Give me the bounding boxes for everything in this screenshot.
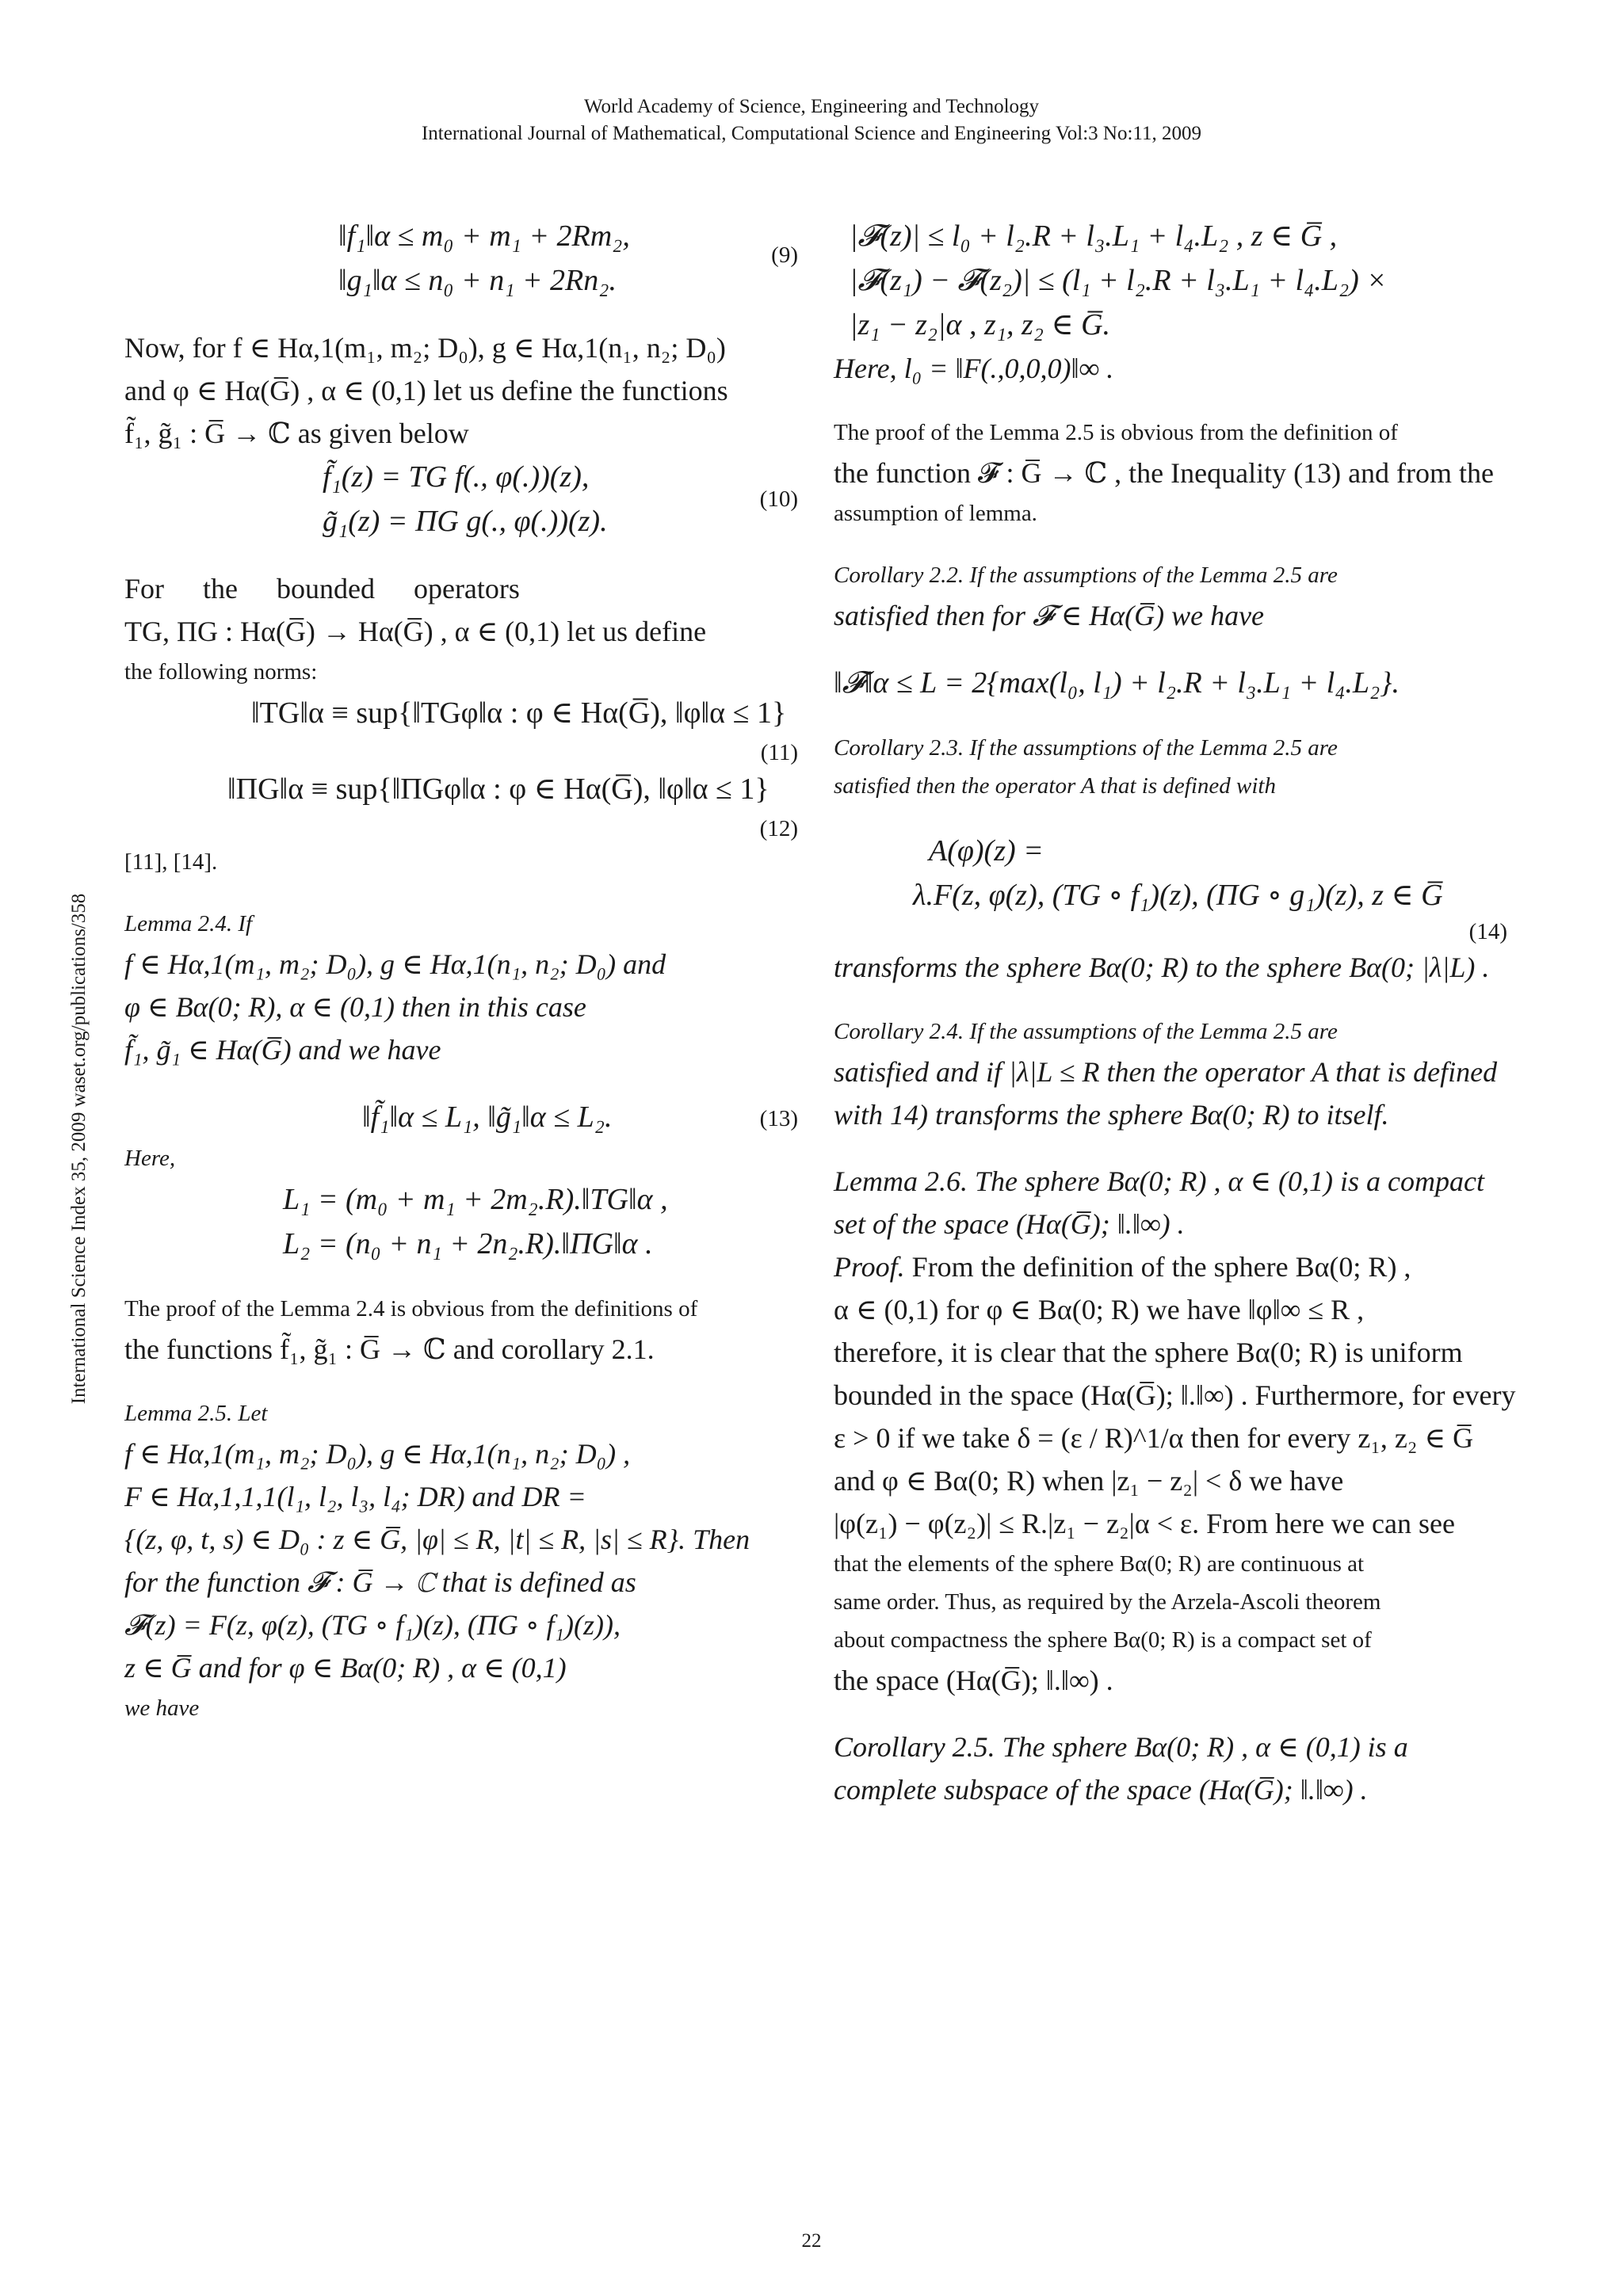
text-line: z ∈ G̅ and for φ ∈ Bα(0; R) , α ∈ (0,1) (124, 1652, 567, 1684)
text-line: complete subspace of the space (Hα(G̅); ‖.‖∞) . (834, 1774, 1368, 1806)
lemma-2-4-heading: Lemma 2.4. If (124, 911, 253, 936)
text-line: satisfied then for 𝓕 ∈ Hα(G̅) we have (834, 600, 1265, 631)
text-line: The proof of the Lemma 2.4 is obvious from the definitions of (124, 1296, 698, 1322)
text-line: f ∈ Hα,1(m₁, m₂; D₀), g ∈ Hα,1(n₁, n₂; D₀) , (124, 1438, 631, 1470)
proof-label: Proof. (834, 1251, 905, 1283)
text-line: For the bounded operators (124, 573, 520, 605)
equation-14-line-1: A(φ)(z) = (929, 834, 1044, 868)
text-line: 𝓕(z) = F(z, φ(z), (TG ∘ f₁)(z), (ΠG ∘ f₁)(z)), (124, 1609, 621, 1641)
text-line: {(z, φ, t, s) ∈ D₀ : z ∈ G̅, |φ| ≤ R, |t| ≤ R, |s| ≤ R}. Then (124, 1524, 750, 1555)
text-line: f̃₁, g̃₁ ∈ Hα(G̅) and we have (124, 1034, 441, 1066)
text-line: α ∈ (0,1) for φ ∈ Bα(0; R) we have ‖φ‖∞ ≤ R , (834, 1294, 1365, 1325)
text-line: for the function 𝓕 : G̅ → ℂ that is defined as (124, 1566, 636, 1598)
text-line: assumption of lemma. (834, 501, 1037, 526)
text-line: φ ∈ Bα(0; R), α ∈ (0,1) then in this case (124, 991, 586, 1023)
equation-9-line-2: ‖g₁‖α ≤ n₀ + n₁ + 2Rn₂. (338, 264, 617, 297)
journal-name: World Academy of Science, Engineering and Technology (583, 96, 1040, 117)
text-line: that the elements of the sphere Bα(0; R) are continuous at (834, 1551, 1365, 1577)
equation-10-line-2: g̃₁(z) = ΠG g(., φ(.))(z). (323, 505, 608, 538)
left-column (124, 214, 798, 1727)
lemma-2-6: Lemma 2.6. The sphere Bα(0; R) , α ∈ (0,1) is a compact (834, 1165, 1484, 1197)
text-line: transforms the sphere Bα(0; R) to the sphere Bα(0; |λ|L) . (834, 952, 1490, 983)
equation-12: ‖ΠG‖α ≡ sup{‖ΠGφ‖α : φ ∈ Hα(G̅), ‖φ‖α ≤ 1} (227, 772, 769, 806)
text-line: bounded in the space (Hα(G̅); ‖.‖∞) . Furthermore, for every (834, 1379, 1516, 1411)
corollary-2-3: Corollary 2.3. If the assumptions of the Lemma 2.5 are (834, 735, 1338, 761)
page-number: 22 (801, 2230, 822, 2252)
equation-number: (9) (771, 242, 798, 268)
lemma-2-5-heading: Lemma 2.5. Let (124, 1401, 268, 1426)
lemma-2-5-holder-cont: |z₁ − z₂|α , z₁, z₂ ∈ G̅. (850, 308, 1111, 341)
page-header (0, 93, 1623, 147)
journal-volume: International Journal of Mathematical, Computational Science and Engineering Vol:3 No:11, 2009 (421, 123, 1202, 144)
text-line: f ∈ Hα,1(m₁, m₂; D₀), g ∈ Hα,1(n₁, n₂; D₀) and (124, 948, 666, 980)
citation: [11], [14]. (124, 849, 218, 875)
equation-number: (10) (759, 486, 798, 512)
equation-number: (12) (759, 816, 798, 841)
text-line: F ∈ Hα,1,1,1(l₁, l₂, l₃, l₄; DR) and DR = (124, 1481, 586, 1512)
L1-definition: L₁ = (m₀ + m₁ + 2m₂.R).‖TG‖α , (283, 1183, 668, 1216)
text-line: the function 𝓕 : G̅ → ℂ , the Inequality (13) and from the (834, 457, 1495, 489)
text-line: The proof of the Lemma 2.5 is obvious from the definition of (834, 420, 1398, 445)
lemma-2-5-bound: |𝓕(z)| ≤ l₀ + l₂.R + l₃.L₁ + l₄.L₂ , z ∈ G̅ , (850, 219, 1338, 253)
text-line: TG, ΠG : Hα(G̅) → Hα(G̅) , α ∈ (0,1) let us define (124, 616, 707, 647)
text-line: Here, (124, 1146, 176, 1171)
text-line: with 14) transforms the sphere Bα(0; R) to itself. (834, 1099, 1389, 1131)
corollary-2-2-equation: ‖𝓕‖α ≤ L = 2{max(l₀, l₁) + l₂.R + l₃.L₁ + l₄.L₂}. (834, 666, 1400, 700)
text-line: therefore, it is clear that the sphere Bα(0; R) is uniform (834, 1337, 1463, 1368)
text-line: f̃₁, g̃₁ : G̅ → ℂ as given below (124, 418, 469, 449)
corollary-2-4: Corollary 2.4. If the assumptions of the Lemma 2.5 are (834, 1019, 1338, 1044)
text-line: and φ ∈ Bα(0; R) when |z₁ − z₂| < δ we have (834, 1465, 1344, 1497)
equation-14-line-2: λ.F(z, φ(z), (TG ∘ f₁)(z), (ΠG ∘ g₁)(z), z ∈ G̅ (913, 879, 1443, 912)
text-line: set of the space (Hα(G̅); ‖.‖∞) . (834, 1208, 1185, 1240)
text-line: the functions f̃₁, g̃₁ : G̅ → ℂ and corollary 2.1. (124, 1333, 655, 1365)
l0-definition: Here, l₀ = ‖F(.,0,0,0)‖∞ . (834, 353, 1114, 384)
text-line: the space (Hα(G̅); ‖.‖∞) . (834, 1665, 1113, 1696)
L2-definition: L₂ = (n₀ + n₁ + 2n₂.R).‖ΠG‖α . (283, 1227, 653, 1261)
text-line: satisfied and if |λ|L ≤ R then the operator A that is defined (834, 1056, 1498, 1088)
text-line: and φ ∈ Hα(G̅) , α ∈ (0,1) let us define the functions (124, 375, 728, 406)
side-index-note: International Science Index 35, 2009 waset.org/publications/358 (68, 893, 90, 1405)
text-line: |φ(z₁) − φ(z₂)| ≤ R.|z₁ − z₂|α < ε. From here we can see (834, 1508, 1455, 1539)
proof-start: Proof. From the definition of the sphere Bα(0; R) , (834, 1251, 1411, 1283)
equation-number: (14) (1468, 919, 1507, 944)
corollary-2-2: Corollary 2.2. If the assumptions of the Lemma 2.5 are (834, 563, 1338, 588)
text-line: the following norms: (124, 659, 318, 685)
equation-9-line-1: ‖f₁‖α ≤ m₀ + m₁ + 2Rm₂, (338, 219, 630, 253)
text-line: Now, for f ∈ Hα,1(m₁, m₂; D₀), g ∈ Hα,1(n₁, n₂; D₀) (124, 332, 726, 364)
text-line: ε > 0 if we take δ = (ε / R)^1/α then for every z₁, z₂ ∈ G̅ (834, 1422, 1474, 1454)
text-line: about compactness the sphere Bα(0; R) is a compact set of (834, 1627, 1372, 1653)
equation-number: (11) (760, 740, 798, 765)
text-line: same order. Thus, as required by the Arzela-Ascoli theorem (834, 1589, 1381, 1615)
lemma-2-5-holder: |𝓕(z₁) − 𝓕(z₂)| ≤ (l₁ + l₂.R + l₃.L₁ + l₄.L₂) × (850, 264, 1387, 297)
equation-9 (124, 214, 798, 303)
equation-10 (124, 455, 798, 543)
equation-11: ‖TG‖α ≡ sup{‖TGφ‖α : φ ∈ Hα(G̅), ‖φ‖α ≤ 1} (251, 696, 787, 730)
text-line: we have (124, 1695, 200, 1721)
text-line: satisfied then the operator A that is defined with (834, 773, 1276, 799)
equation-number: (13) (759, 1106, 798, 1131)
equation-13: ‖f̃₁‖α ≤ L₁, ‖g̃₁‖α ≤ L₂. (13) (124, 1095, 798, 1139)
right-column (834, 214, 1516, 1811)
equation-10-line-1: f̃₁(z) = TG f(., φ(.))(z), (323, 460, 590, 494)
corollary-2-5: Corollary 2.5. The sphere Bα(0; R) , α ∈ (0,1) is a (834, 1731, 1408, 1763)
